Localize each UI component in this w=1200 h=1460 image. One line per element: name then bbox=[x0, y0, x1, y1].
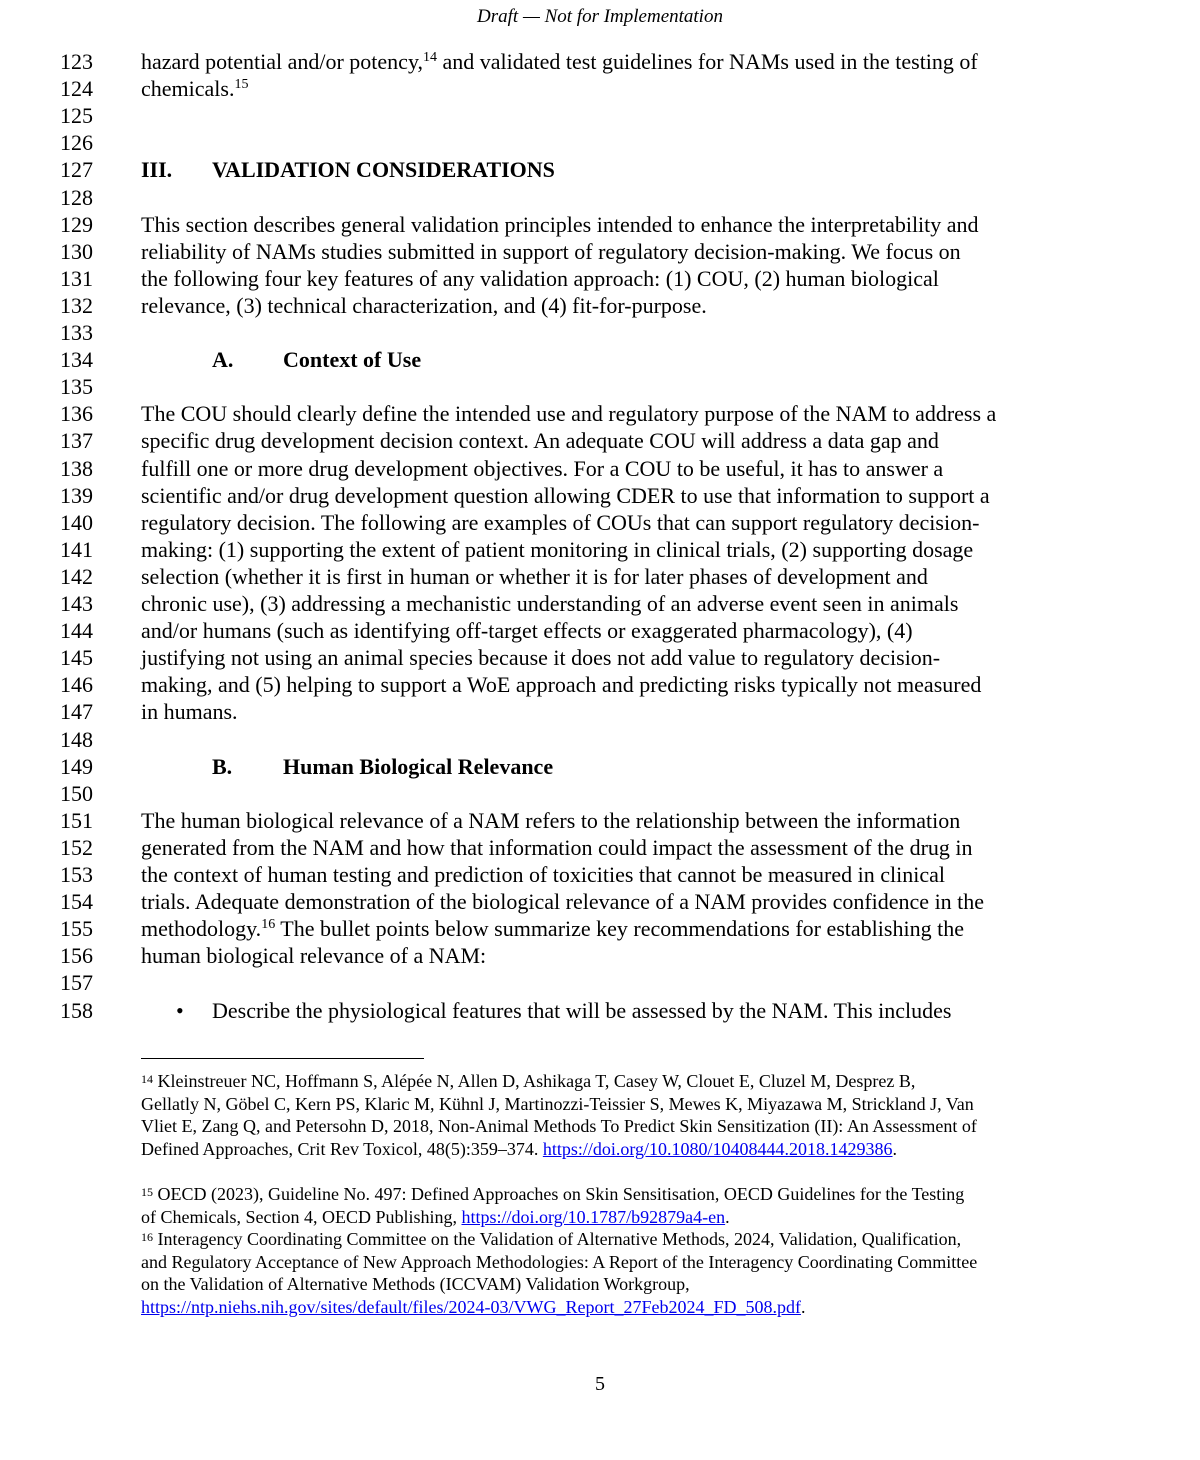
text-run: scientific and/or drug development question allowing CDER to use that information to support a bbox=[141, 482, 990, 508]
text-run: making, and (5) helping to support a WoE approach and predicting risks typically not measured bbox=[141, 672, 982, 698]
text-run: OECD (2023), Guideline No. 497: Defined Approaches on Skin Sensitisation, OECD Guidelines for the Testing bbox=[153, 1184, 965, 1204]
page-number: 5 bbox=[595, 1373, 605, 1395]
footnote-reference: 15 bbox=[141, 1185, 153, 1199]
footnote-line bbox=[141, 1206, 730, 1229]
reference-link[interactable]: https://ntp.niehs.nih.gov/sites/default/files/2024-03/VWG_Report_27Feb2024_FD_508.pdf bbox=[141, 1297, 801, 1317]
body-line bbox=[141, 889, 984, 915]
line-number: 136 bbox=[60, 401, 93, 427]
body-line bbox=[141, 591, 958, 617]
line-number: 145 bbox=[60, 645, 93, 671]
text-run: and/or humans (such as identifying off-target effects or exaggerated pharmacology), (4) bbox=[141, 618, 913, 644]
section-number: A. bbox=[212, 347, 234, 373]
line-number: 149 bbox=[60, 753, 93, 779]
body-line bbox=[141, 456, 943, 482]
body-line bbox=[141, 645, 940, 671]
line-number: 158 bbox=[60, 997, 93, 1023]
text-run: Kleinstreuer NC, Hoffmann S, Alépée N, Allen D, Ashikaga T, Casey W, Clouet E, Cluzel M, Desprez B, bbox=[153, 1071, 916, 1091]
footnote-reference: 16 bbox=[141, 1230, 153, 1245]
line-number: 134 bbox=[60, 347, 93, 373]
footnote-line bbox=[141, 1070, 915, 1093]
line-number: 147 bbox=[60, 699, 93, 725]
body-line bbox=[141, 808, 960, 834]
text-run: of Chemicals, Section 4, OECD Publishing, bbox=[141, 1206, 462, 1227]
body-line bbox=[141, 428, 939, 454]
text-run: generated from the NAM and how that information could impact the assessment of the drug in bbox=[141, 834, 973, 860]
line-number: 141 bbox=[60, 536, 93, 562]
line-number: 140 bbox=[60, 509, 93, 535]
text-run: in humans. bbox=[141, 699, 238, 725]
text-run: hazard potential and/or potency, bbox=[141, 49, 424, 74]
text-run: The COU should clearly define the intended use and regulatory purpose of the NAM to address a bbox=[141, 401, 997, 427]
line-number: 153 bbox=[60, 862, 93, 887]
line-number: 150 bbox=[60, 780, 93, 806]
footnote-reference: 14 bbox=[141, 1072, 153, 1086]
line-number: 137 bbox=[60, 428, 93, 454]
line-number: 152 bbox=[60, 834, 93, 860]
body-line bbox=[141, 293, 707, 319]
line-number: 124 bbox=[60, 76, 93, 102]
footnote-line bbox=[141, 1273, 690, 1296]
text-run: Defined Approaches, Crit Rev Toxicol, 48(5):359–374. bbox=[141, 1138, 543, 1159]
body-line bbox=[141, 916, 964, 942]
reference-link[interactable]: https://doi.org/10.1080/10408444.2018.1429386 bbox=[542, 1138, 893, 1159]
body-line bbox=[141, 699, 238, 725]
body-line bbox=[141, 510, 979, 536]
line-number: 143 bbox=[60, 591, 93, 616]
text-run: The bullet points below summarize key recommendations for establishing the bbox=[275, 916, 964, 942]
footnote-line bbox=[141, 1093, 974, 1116]
text-run: and validated test guidelines for NAMs used in the testing of bbox=[437, 49, 978, 74]
body-line bbox=[141, 266, 939, 292]
line-number: 129 bbox=[60, 211, 93, 237]
section-number: B. bbox=[212, 753, 233, 779]
body-line bbox=[141, 401, 996, 427]
text-run: specific drug development decision context. An adequate COU will address a data gap and bbox=[141, 428, 939, 454]
footnote-separator bbox=[141, 1058, 424, 1059]
body-line bbox=[141, 618, 913, 644]
line-number: 139 bbox=[60, 482, 93, 508]
line-number: 156 bbox=[60, 943, 93, 969]
line-number: 148 bbox=[60, 726, 93, 752]
body-line bbox=[141, 49, 978, 75]
text-run: chronic use), (3) addressing a mechanistic understanding of an adverse event seen in animals bbox=[141, 591, 959, 616]
body-line bbox=[141, 943, 486, 969]
line-number: 144 bbox=[60, 618, 93, 644]
line-number: 142 bbox=[60, 563, 93, 589]
text-run: Vliet E, Zang Q, and Petersohn D, 2018, Non-Animal Methods To Predict Skin Sensitization (II): An Assessment of bbox=[141, 1116, 977, 1137]
text-run: This section describes general validation principles intended to enhance the interpretability and bbox=[141, 211, 979, 237]
line-number: 135 bbox=[60, 374, 93, 400]
body-line bbox=[141, 835, 973, 861]
body-line bbox=[141, 564, 928, 590]
line-number: 154 bbox=[60, 889, 93, 915]
text-run: . bbox=[725, 1206, 730, 1227]
footnote-line bbox=[141, 1251, 977, 1274]
line-number: 157 bbox=[60, 970, 93, 996]
section-heading: Context of Use bbox=[283, 347, 422, 373]
line-number: 146 bbox=[60, 672, 93, 698]
footnote-line bbox=[141, 1228, 961, 1251]
footnote-reference: 14 bbox=[423, 50, 438, 65]
bullet-marker: • bbox=[176, 997, 184, 1023]
footnote-line bbox=[141, 1183, 964, 1206]
body-line bbox=[141, 239, 961, 265]
text-run: regulatory decision. The following are examples of COUs that can support regulatory decision- bbox=[141, 509, 980, 535]
line-number: 133 bbox=[60, 320, 93, 345]
line-number: 132 bbox=[60, 292, 93, 318]
reference-link[interactable]: https://doi.org/10.1787/b92879a4-en bbox=[461, 1206, 726, 1227]
footnote-line bbox=[141, 1296, 805, 1319]
body-line bbox=[141, 76, 248, 102]
footnote-line bbox=[141, 1115, 977, 1138]
text-run: relevance, (3) technical characterization, and (4) fit-for-purpose. bbox=[141, 292, 707, 318]
page-header: Draft — Not for Implementation bbox=[477, 6, 723, 27]
footnote-line bbox=[141, 1138, 897, 1161]
text-run: the following four key features of any validation approach: (1) COU, (2) human biological bbox=[141, 265, 939, 291]
line-number: 131 bbox=[60, 265, 93, 291]
text-run: justifying not using an animal species because it does not add value to regulatory decision- bbox=[141, 645, 941, 671]
section-heading: Human Biological Relevance bbox=[283, 753, 554, 779]
line-number: 126 bbox=[60, 130, 93, 156]
text-run: methodology. bbox=[141, 916, 262, 942]
text-run: The human biological relevance of a NAM refers to the relationship between the information bbox=[141, 807, 961, 833]
text-run: chemicals. bbox=[141, 76, 235, 102]
text-run: and Regulatory Acceptance of New Approach Methodologies: A Report of the Interagency Coordinating Committee bbox=[141, 1251, 978, 1272]
line-number: 130 bbox=[60, 238, 93, 264]
text-run: Gellatly N, Göbel C, Kern PS, Klaric M, Kühnl J, Martinozzi-Teissier S, Mewes K, Miyazawa M, Strickland J, Van bbox=[141, 1093, 974, 1114]
footnote-reference: 15 bbox=[234, 77, 249, 93]
text-run: fulfill one or more drug development objectives. For a COU to be useful, it has to answer a bbox=[141, 455, 944, 481]
body-line bbox=[141, 672, 981, 698]
line-number: 138 bbox=[60, 455, 93, 481]
body-line bbox=[141, 862, 945, 888]
text-run: Describe the physiological features that will be assessed by the NAM. This includes bbox=[212, 997, 952, 1023]
text-run: the context of human testing and prediction of toxicities that cannot be measured in clinical bbox=[141, 862, 945, 887]
text-run: . bbox=[892, 1138, 898, 1159]
text-run: Interagency Coordinating Committee on the Validation of Alternative Methods, 2024, Validation, Qualification, bbox=[153, 1229, 962, 1250]
text-run: selection (whether it is first in human or whether it is for later phases of development and bbox=[141, 563, 928, 589]
text-run: human biological relevance of a NAM: bbox=[141, 943, 487, 969]
line-number: 151 bbox=[60, 807, 93, 833]
line-number: 155 bbox=[60, 916, 93, 942]
section-number: III. bbox=[141, 157, 173, 183]
text-run: on the Validation of Alternative Methods (ICCVAM) Validation Workgroup, bbox=[141, 1274, 690, 1295]
text-run: trials. Adequate demonstration of the biological relevance of a NAM provides confidence in the bbox=[141, 889, 985, 915]
line-number: 127 bbox=[60, 157, 93, 183]
footnote-reference: 16 bbox=[261, 917, 276, 933]
text-run: reliability of NAMs studies submitted in support of regulatory decision-making. We focus on bbox=[141, 238, 961, 264]
line-number: 128 bbox=[60, 184, 93, 210]
text-run: making: (1) supporting the extent of patient monitoring in clinical trials, (2) supporting dosage bbox=[141, 536, 974, 562]
line-number: 125 bbox=[60, 103, 93, 129]
body-line bbox=[141, 537, 973, 563]
text-run: . bbox=[800, 1297, 806, 1317]
body-line bbox=[141, 483, 990, 509]
line-number: 123 bbox=[60, 49, 93, 74]
section-heading: VALIDATION CONSIDERATIONS bbox=[212, 157, 555, 183]
body-line bbox=[141, 212, 979, 238]
bullet-text bbox=[212, 998, 951, 1024]
